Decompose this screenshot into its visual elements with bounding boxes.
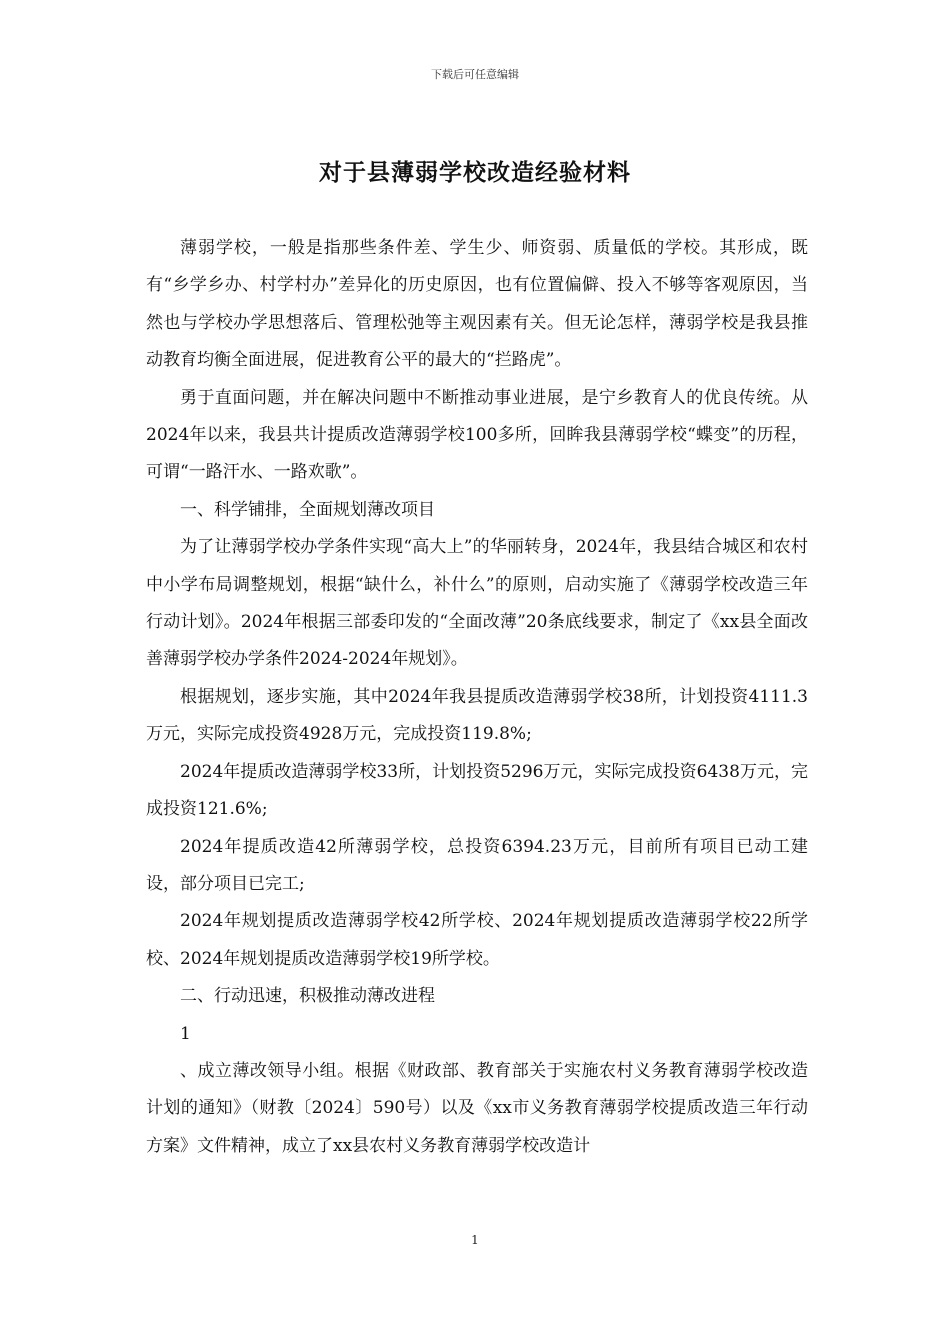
paragraph-intro: 薄弱学校，一般是指那些条件差、学生少、师资弱、质量低的学校。其形成，既有“乡学乡办、村学村办”差异化的历史原因，也有位置偏僻、投入不够等客观原因，当然也与学校办学思想落后、管理松弛等主观因素有关。但无论怎样，薄弱学校是我县推动教育均衡全面进展，促进教育公平的最大的“拦路虎”。 — [146, 238, 808, 371]
paragraph-tradition: 勇于直面问题，并在解决问题中不断推动事业进展，是宁乡教育人的优良传统。从2024年以来，我县共计提质改造薄弱学校100多所，回眸我县薄弱学校“蝶变”的历程，可谓“一路汗水、一路欢歌”。 — [146, 387, 808, 483]
section-heading-2: 二、行动迅速，积极推动薄改进程 — [180, 986, 435, 1007]
document-title: 对于县薄弱学校改造经验材料 — [319, 159, 631, 186]
paragraph-plan: 为了让薄弱学校办学条件实现“高大上”的华丽转身，2024年，我县结合城区和农村中小学布局调整规划，根据“缺什么，补什么”的原则，启动实施了《薄弱学校改造三年行动计划》。2024年根据三部委印发的“全面改薄”20条底线要求，制定了《xx县全面改善薄弱学校办学条件2024-2024年规划》。 — [146, 537, 808, 670]
list-number: 1 — [180, 1023, 191, 1044]
paragraph-leadership-group: 、成立薄改领导小组。根据《财政部、教育部关于实施农村义务教育薄弱学校改造计划的通知》（财教〔2024〕590号）以及《xx市义务教育薄弱学校提质改造三年行动方案》文件精神，成立了xx县农村义务教育薄弱学校改造计 — [146, 1060, 808, 1156]
document-body — [146, 230, 808, 1165]
paragraph-year-3: 2024年提质改造42所薄弱学校，总投资6394.23万元，目前所有项目已动工建设，部分项目已完工; — [146, 836, 808, 894]
paragraph-future-plan: 2024年规划提质改造薄弱学校42所学校、2024年规划提质改造薄弱学校22所学校、2024年规划提质改造薄弱学校19所学校。 — [146, 911, 808, 969]
page-number: 1 — [471, 1233, 479, 1247]
section-heading-1: 一、科学铺排，全面规划薄改项目 — [180, 499, 435, 520]
paragraph-implementation: 根据规划，逐步实施，其中2024年我县提质改造薄弱学校38所，计划投资4111.3万元，实际完成投资4928万元，完成投资119.8%; — [146, 686, 808, 745]
page-header-note: 下载后可任意编辑 — [431, 68, 519, 81]
paragraph-year-2: 2024年提质改造薄弱学校33所，计划投资5296万元，实际完成投资6438万元，完成投资121.6%; — [146, 761, 808, 820]
